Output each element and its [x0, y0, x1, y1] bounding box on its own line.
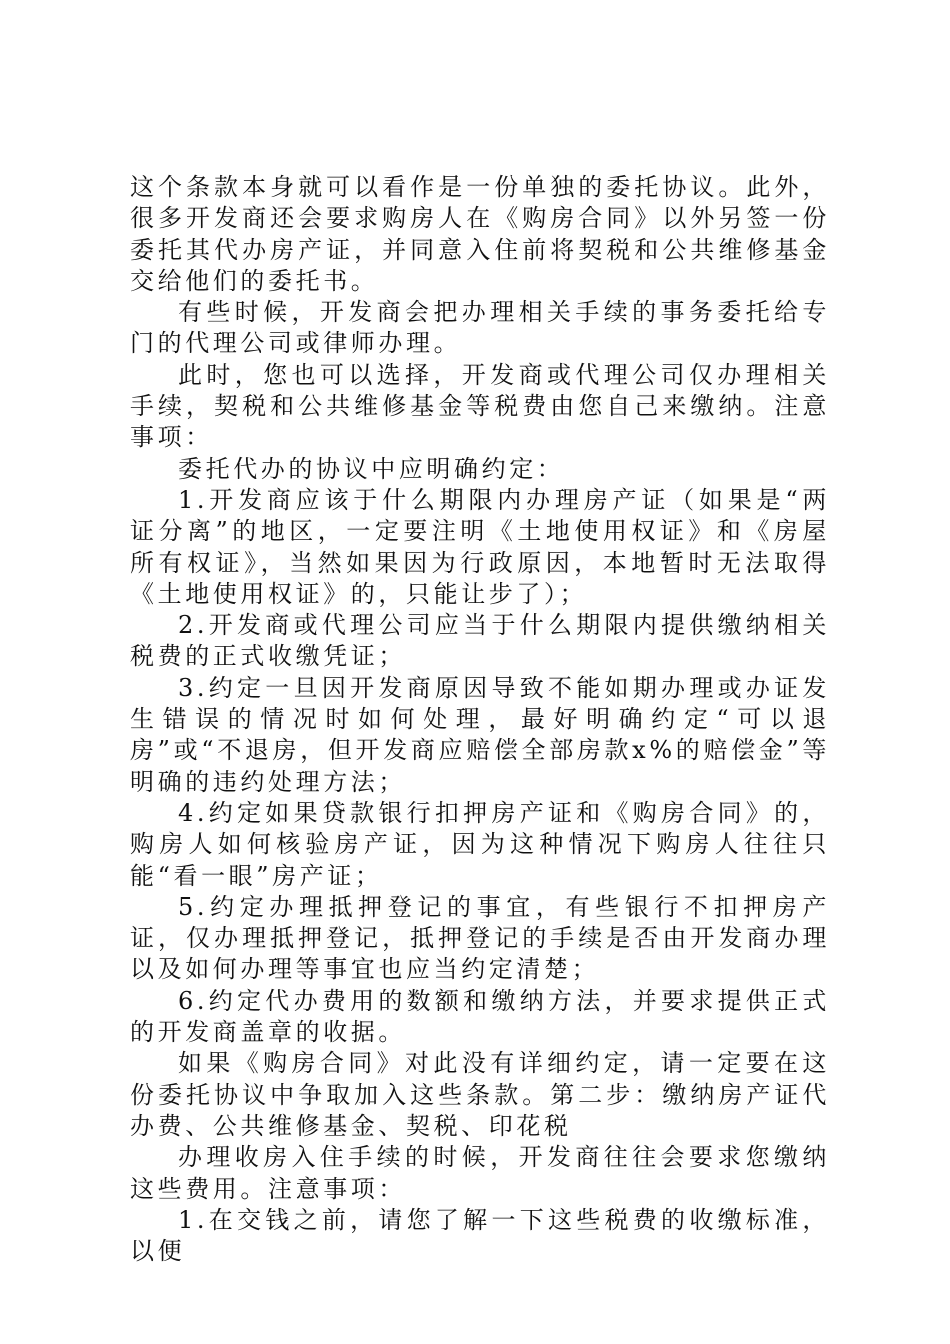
document-body: [130, 172, 830, 1267]
paragraph: 此时，您也可以选择，开发商或代理公司仅办理相关手续，契税和公共维修基金等税费由您自己来缴纳。注意事项：: [130, 360, 830, 452]
list-item: 1.开发商应该于什么期限内办理房产证（如果是“两证分离”的地区，一定要注明《土地使用权证》和《房屋所有权证》，当然如果因为行政原因，本地暂时无法取得《土地使用权证》的，只能让步了）；: [130, 485, 830, 608]
paragraph: 办理收房入住手续的时候，开发商往往会要求您缴纳这些费用。注意事项：: [130, 1143, 830, 1203]
list-item: 6.约定代办费用的数额和缴纳方法，并要求提供正式的开发商盖章的收据。: [130, 986, 830, 1047]
list-item: 1.在交钱之前，请您了解一下这些税费的收缴标准，以便: [130, 1205, 830, 1266]
paragraph: 有些时候，开发商会把办理相关手续的事务委托给专门的代理公司或律师办理。: [130, 298, 830, 358]
list-item: 4.约定如果贷款银行扣押房产证和《购房合同》的，购房人如何核验房产证，因为这种情况下购房人往往只能“看一眼”房产证；: [130, 798, 830, 890]
list-item: 2.开发商或代理公司应当于什么期限内提供缴纳相关税费的正式收缴凭证；: [130, 611, 830, 671]
list-item: 5.约定办理抵押登记的事宜，有些银行不扣押房产证，仅办理抵押登记，抵押登记的手续是否由开发商办理以及如何办理等事宜也应当约定清楚；: [130, 892, 830, 984]
list-item: 3.约定一旦因开发商原因导致不能如期办理或办证发生错误的情况时如何处理，最好明确约定“可以退房”或“不退房，但开发商应赔偿全部房款x%的赔偿金”等明确的违约处理方法；: [130, 673, 830, 796]
paragraph: 如果《购房合同》对此没有详细约定，请一定要在这份委托协议中争取加入这些条款。第二步：缴纳房产证代办费、公共维修基金、契税、印花税: [130, 1049, 830, 1140]
paragraph: 这个条款本身就可以看作是一份单独的委托协议。此外，很多开发商还会要求购房人在《购房合同》以外另签一份委托其代办房产证，并同意入住前将契税和公共维修基金交给他们的委托书。: [130, 173, 830, 295]
paragraph: 委托代办的协议中应明确约定：: [178, 454, 565, 483]
